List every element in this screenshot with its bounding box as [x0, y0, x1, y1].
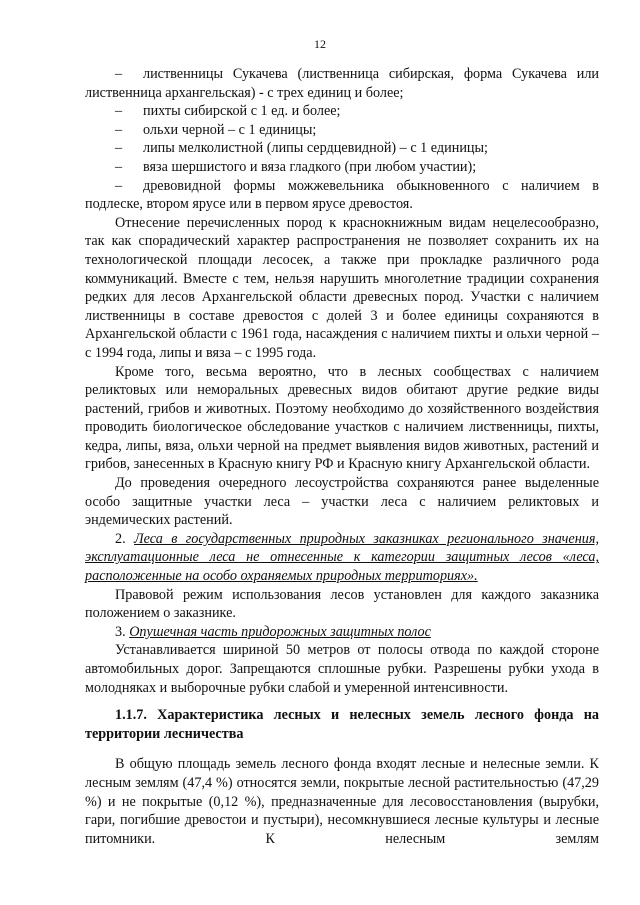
list-item: – лиственницы Сукачева (лиственница сибирская, форма Сукачева или лиственница архангельская) - с трех единиц и более;	[85, 66, 599, 101]
dash-marker: –	[115, 66, 123, 82]
dash-marker: –	[115, 177, 123, 194]
dash-marker: –	[115, 121, 123, 138]
section-heading: 1.1.7. Характеристика лесных и нелесных земель лесного фонда на территории лесничества	[85, 707, 599, 742]
numbered-item-3	[85, 623, 599, 642]
list-item: – ольхи черной – с 1 единицы;	[115, 121, 317, 138]
dash-marker: –	[115, 140, 123, 157]
item-title-underlined: Опушечная часть придорожных защитных полос	[129, 623, 431, 640]
paragraph-biological-survey: Кроме того, весьма вероятно, что в лесных сообществах с наличием реликтовых или неморальных древесных видов обитают другие редкие виды растений, грибов и животных. Поэтому необходимо до хозяйственного воздействия проводить биологическое обследование участков с наличием лиственницы, пихты, кедра, липы, вяза, ольхи черной на предмет выявления видов животных, растений и грибов, занесенных в Красную книгу РФ и Красную книгу Архангельской области.	[85, 363, 599, 473]
paragraph-roadside-strips: Устанавливается шириной 50 метров от полосы отвода по каждой стороне автомобильных дорог. Запрещаются сплошные рубки. Разрешены рубки ухода в молодняках и выборочные рубки слабой и умеренной интенсивности.	[85, 642, 599, 696]
list-item: – пихты сибирской с 1 ед. и более;	[115, 103, 341, 120]
paragraph-protected-plots: До проведения очередного лесоустройства сохраняются ранее выделенные особо защитные участки леса – участки леса с наличием реликтовых и эндемических растений.	[85, 475, 599, 529]
document-body	[85, 65, 599, 848]
paragraph-land-composition: В общую площадь земель лесного фонда входят лесные и нелесные земли. К лесным землям (47,4 %) относятся земли, покрытые лесной растительностью (47,29 %) и не покрытые (0,12 %), предназначенные для лесовосстановления (вырубки, гари, погибшие древостои и пустыри), несомкнувшиеся лесные культуры и лесные питомники. К нелесным землям	[85, 756, 599, 847]
numbered-item-2	[85, 530, 599, 586]
list-item: – липы мелколистной (липы сердцевидной) – с 1 единицы;	[115, 140, 488, 157]
page-number: 12	[314, 37, 326, 51]
item-number: 2.	[115, 530, 126, 547]
paragraph-legal-regime: Правовой режим использования лесов установлен для каждого заказника положением о заказнике.	[85, 586, 599, 622]
item-number: 3.	[115, 623, 126, 640]
paragraph-red-book-rationale: Отнесение перечисленных пород к краснокнижным видам нецелесообразно, так как спорадический характер распространения не позволяет сохранить их на технологической площади лесосек, а также при прокладке различного рода коммуникаций. Вместе с тем, нельзя нарушить многолетние традиции сохранения редких для лесов Архангельской области древесных пород. Участки с наличием лиственницы в составе древостоя с долей 3 и более единицы сохраняются в Архангельской области с 1961 года, насаждения с наличием пихты и ольхи черной – с 1994 года, липы и вяза – с 1995 года.	[85, 214, 599, 361]
list-item: – вяза шершистого и вяза гладкого (при любом участии);	[115, 158, 477, 175]
dash-marker: –	[115, 158, 123, 175]
list-item: – древовидной формы можжевельника обыкновенного с наличием в подлеске, втором ярусе или в первом ярусе древостоя.	[85, 177, 599, 213]
dash-marker: –	[115, 103, 123, 120]
item-title-underlined: Леса в государственных природных заказниках регионального значения, эксплуатационные леса не отнесенные к категории защитных лесов «леса, расположенные на особо охраняемых природных территориях».	[85, 530, 600, 585]
